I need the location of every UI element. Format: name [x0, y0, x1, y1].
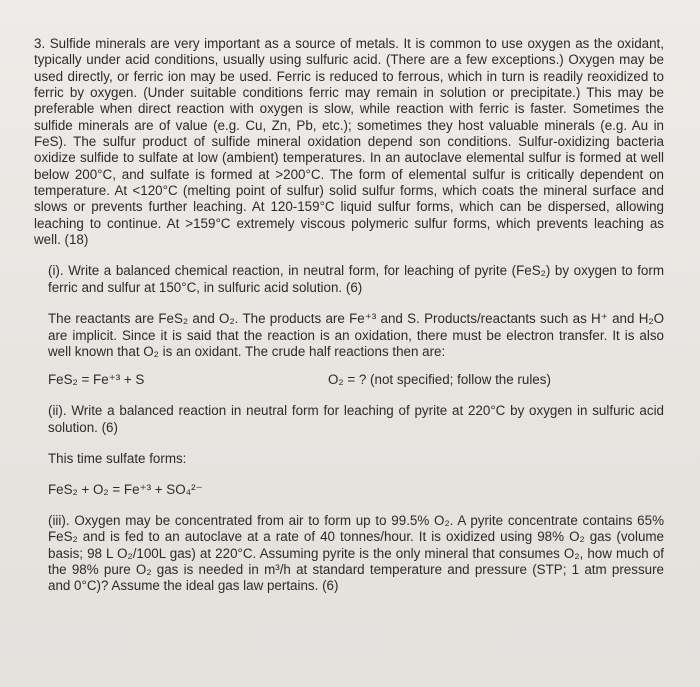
part-i-question: (i). Write a balanced chemical reaction, in neutral form, for leaching of pyrite (FeS₂) by oxygen to form ferric and sulfur at 150°C, in sulfuric acid solution. (6)	[48, 263, 664, 295]
half-reaction-pyrite: FeS₂ = Fe⁺³ + S	[48, 372, 145, 388]
part-iii-question: (iii). Oxygen may be concentrated from air to form up to 99.5% O₂. A pyrite concentrate contains 65% FeS₂ and is fed to an autoclave at a rate of 40 tonnes/hour. It is oxidized using 98% O₂ gas (volume basis; 98 L O₂/100L gas) at 220°C. Assuming pyrite is the only mineral that consumes O₂, how much of the 98% pure O₂ gas is needed in m³/h at standard temperature and pressure (STP; 1 atm pressure and 0°C)? Assume the ideal gas law pertains. (6)	[48, 512, 664, 594]
part-i-answer: The reactants are FeS₂ and O₂. The products are Fe⁺³ and S. Products/reactants such as H⁺ and H₂O are implicit. Since it is said that the reaction is an oxidation, there must be electron transfer. It is also well known that O₂ is an oxidant. The crude half reactions then are:	[48, 311, 664, 359]
problem-intro: 3. Sulfide minerals are very important as a source of metals. It is common to use oxygen as the oxidant, typically under acid conditions, usually using sulfuric acid. (There are a few exceptions.) Oxygen may be used directly, or ferric ion may be used. Ferric is reduced to ferrous, which in turn is readily reoxidized to ferric by oxygen. (Under suitable conditions ferric may remain in solution or precipitate.) This may be preferable when direct reaction with oxygen is slow, while reaction with ferric is faster. Sometimes the sulfide minerals are of value (e.g. Cu, Zn, Pb, etc.); sometimes they host valuable minerals (e.g. Au in FeS). The sulfur product of sulfide mineral oxidation depend son conditions. Sulfur-oxidizing bacteria oxidize sulfide to sulfate at low (ambient) temperatures. In an autoclave elemental sulfur is formed at well below 200°C, and sulfate is formed at >200°C. The form of elemental sulfur is critically dependent on temperature. At <120°C (melting point of sulfur) solid sulfur forms, which coats the mineral surface and slows or prevents further leaching. At 120-159°C liquid sulfur forms, which can be dispersed, allowing leaching to continue. At >159°C extremely viscous polymeric sulfur forms, which prevents leaching as well. (18)	[34, 36, 664, 248]
part-ii-question: (ii). Write a balanced reaction in neutral form for leaching of pyrite at 220°C by oxygen in sulfuric acid solution. (6)	[48, 403, 664, 435]
part-ii-equation: FeS₂ + O₂ = Fe⁺³ + SO₄²⁻	[48, 481, 203, 497]
half-reactions	[48, 372, 664, 388]
half-reaction-oxygen: O₂ = ? (not specified; follow the rules)	[328, 372, 551, 388]
part-ii-answer: This time sulfate forms:	[48, 450, 187, 466]
